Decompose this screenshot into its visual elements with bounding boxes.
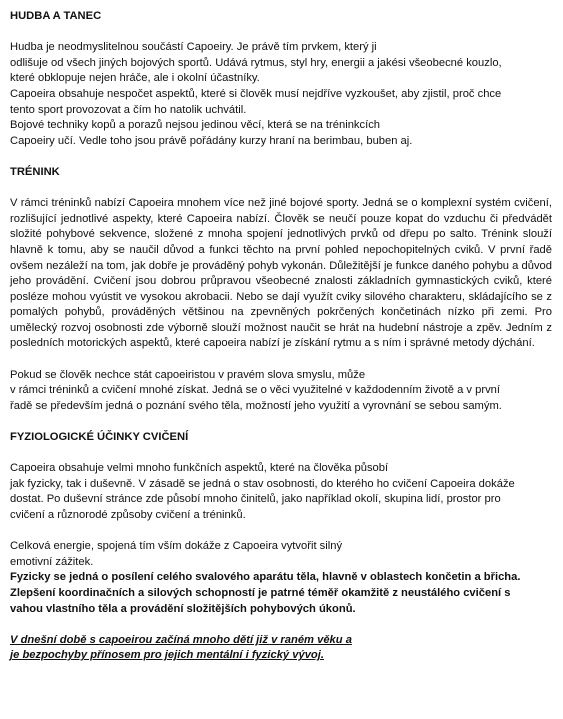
text-line: cvičení a různorodé způsoby cvičení a tréninků. [10,509,246,521]
text-line: Pokud se člověk nechce stát capoeiristou v pravém slova smyslu, může [10,368,366,381]
paragraph-fyzio-2 [10,539,552,617]
text-line: Capoeira obsahuje nespočet aspektů, které si člověk musí nejdříve vyzkoušet, aby zjistil, proč chce [10,87,502,100]
bold-text-line: Zlepšení koordinačních a silových schopností je patrné téměř okamžitě z neustálého cvičení s [10,586,511,599]
spacer [10,414,552,430]
heading-fyziologicke-ucinky: FYZIOLOGICKÉ ÚČINKY CVIČENÍ [10,431,189,444]
text-line: dostat. Po duševní stránce zde působí mnoho činitelů, jako například okolí, skupina lidí, prostor pro [10,493,501,506]
text-line: Capoeiry učí. Vedle toho jsou právě pořádány kurzy hraní na berimbau, buben aj. [10,134,413,147]
bold-text-line: Fyzicky se jedná o posílení celého svalového aparátu těla, hlavně v oblastech končetin a břicha. [10,571,521,584]
paragraph-hudba [10,40,552,149]
emphasized-text-line: V dnešní době s capoeirou začíná mnoho dětí již v raném věku a [10,633,352,646]
text-line: Capoeira obsahuje velmi mnoho funkčních aspektů, které na člověka působí [10,462,389,475]
spacer [10,446,552,462]
text-line: tento sport provozovat a čím ho natolik uchvátil. [10,103,247,116]
closing-statement [10,633,552,664]
spacer [10,25,552,41]
text-line: odlišuje od všech jiných bojových sportů. Udává rytmus, styl hry, energii a jakési všeobecné kouzlo, [10,56,502,69]
text-line: Celková energie, spojená tím vším dokáže z Capoeira vytvořit silný [10,540,343,553]
spacer [10,352,552,368]
text-line: Hudba je neodmyslitelnou součástí Capoeiry. Je právě tím prvkem, který ji [10,41,377,54]
text-line: řadě se především jedná o poznání svého těla, možností jeho využití a vyrovnání se sebou samým. [10,399,502,412]
spacer [10,524,552,540]
text-line: emotivní zážitek. [10,555,94,568]
heading-hudba-a-tanec: HUDBA A TANEC [10,10,102,22]
heading-trenink: TRÉNINK [10,165,60,178]
text-line: v rámci tréninků a cvičení mnohé získat. Jedná se o věci využitelné v každodenním životě a v první [10,384,500,397]
paragraph-trenink-2 [10,368,552,415]
spacer [10,181,552,197]
bold-text-line: vahou vlastního těla a provádění složitějších pohybových úkonů. [10,602,356,615]
text-line: jak fyzicky, tak i duševně. V zásadě se jedná o stav osobnosti, do kterého ho cvičení Capoeira dokáže [10,477,515,490]
emphasized-text-line: je bezpochyby přínosem pro jejich mentální i fyzický vývoj. [10,649,324,662]
document-page [10,9,552,664]
paragraph-trenink: V rámci tréninků nabízí Capoeira mnohem více než jiné bojové sporty. Jedná se o komplexní systém cvičení, rozlišující jednotlivé aspekty, které Capoeira nabízí. Člověk se neučí pouze kopat do vzduchu či předvádět složité pohybové sekvence, složené z mnoha spojení jednotlivých prvků od dřepu po salto. Trénink slouží hlavně k tomu, aby se naučil důvod a funkci těchto na první pohled nepochopitelných cviků. V první řadě ovšem nezáleží na tom, jak dobře je prováděný pohyb vykonán. Důležitější je funkce daného pohybu a důvod jeho provádění. Cvičení jsou dobrou průpravou všeobecné znalosti základních gymnastických cviků, které posléze mohou vyústit ve vysokou akrobacii. Nebo se dají využít cviky silového charakteru, skládajícího se z pomalých pohybů, prováděných většinou na zpevněných pokrčených končetinách nízko při zemi. Pro umělecký rozvoj osobnosti zde výborně slouží možnost naučit se hrát na hudební nástroje a zpěv. Jedním z posledních motorických aspektů, které capoeira nabízí je získání rytmu a s ním i správné metody dýchání. [10,197,552,350]
spacer [10,149,552,165]
text-line: Bojové techniky kopů a porazů nejsou jedinou věcí, která se na tréninkcích [10,119,381,132]
paragraph-fyzio [10,461,552,523]
spacer [10,617,552,633]
text-line: které obklopuje nejen hráče, ale i okolní účastníky. [10,72,260,85]
